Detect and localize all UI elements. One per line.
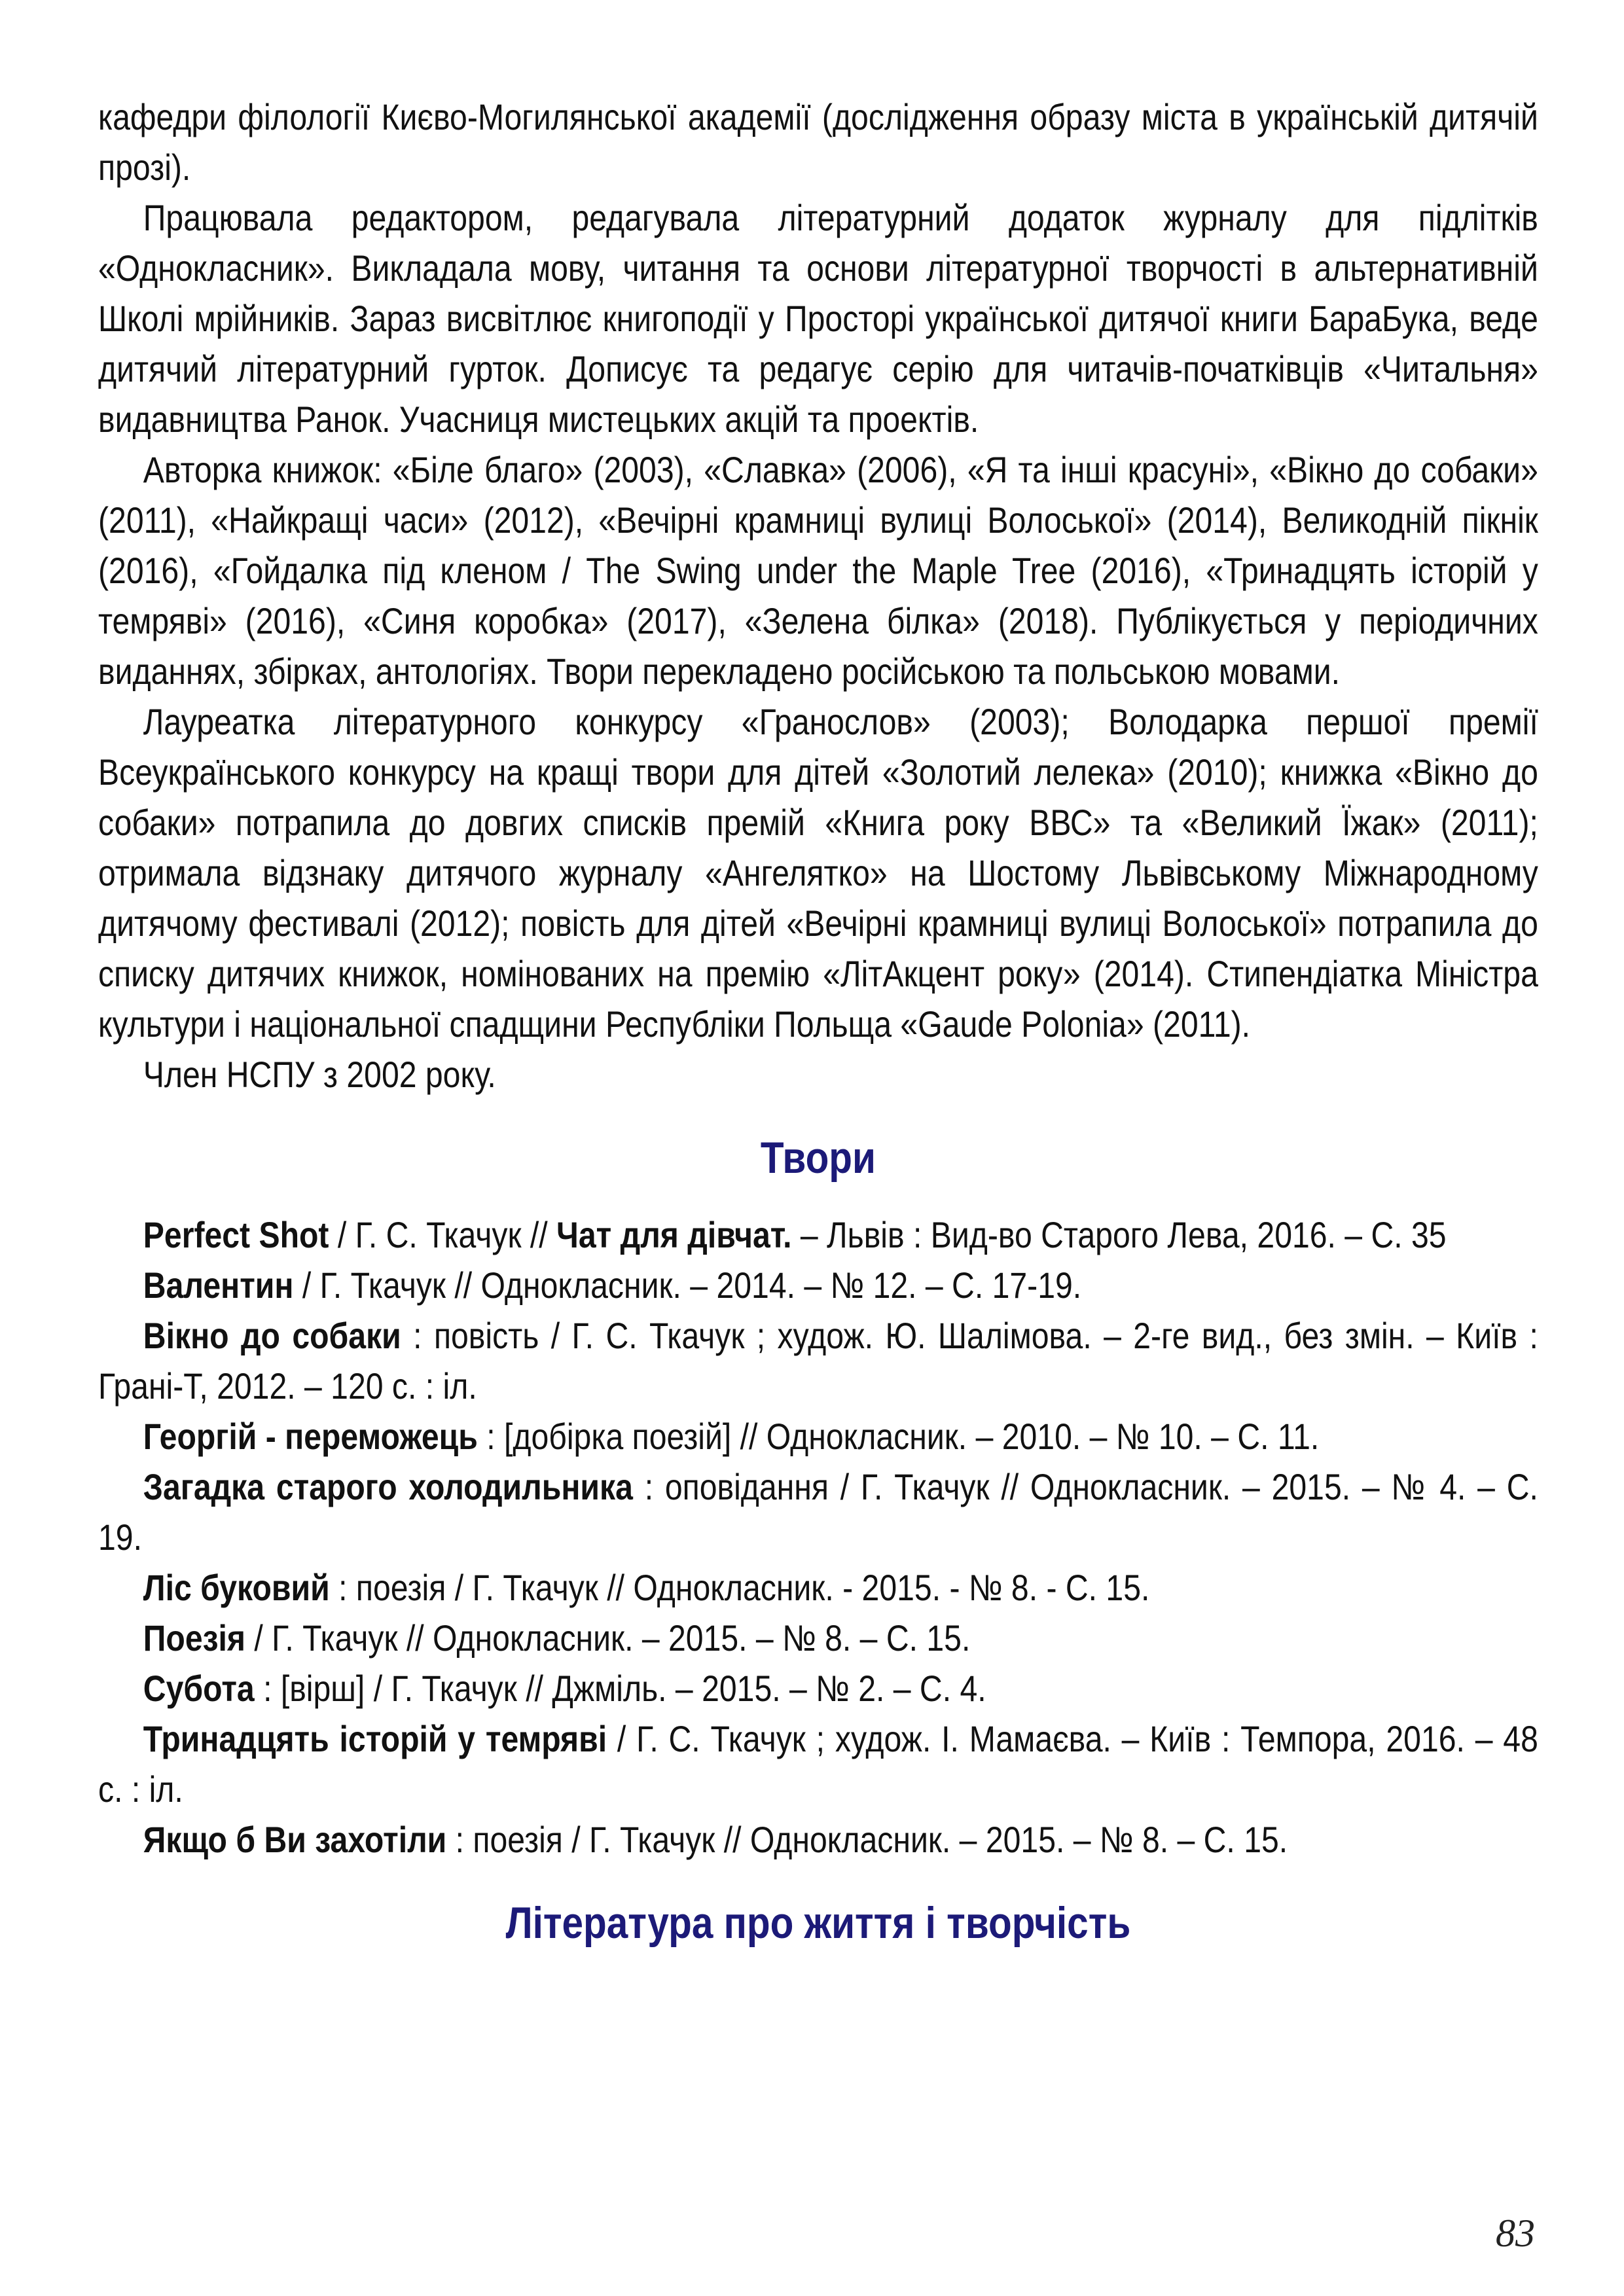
literature-heading: Література про життя і творчість bbox=[505, 1898, 1131, 1948]
work-details: : [добірка поезій] // Однокласник. – 2010. – № 10. – С. 11. bbox=[477, 1416, 1320, 1457]
work-entry bbox=[98, 1814, 1538, 1865]
work-entry bbox=[98, 1613, 1538, 1663]
work-title: Загадка старого холодильника bbox=[143, 1466, 633, 1507]
work-details: : [вірш] / Г. Ткачук // Джміль. – 2015. – № 2. – С. 4. bbox=[254, 1668, 986, 1709]
work-details: / Г. Ткачук // Однокласник. – 2015. – № 8. – С. 15. bbox=[245, 1617, 971, 1659]
work-title: Георгій - переможець bbox=[143, 1416, 478, 1457]
bio-paragraph-4: Лауреатка літературного конкурсу «Гранослов» (2003); Володарка першої премії Всеукраїнського конкурсу на кращі твори для дітей «Золотий лелека» (2010); книжка «Вікно до собаки» потрапила до довгих списків премій «Книга року ВВС» та «Великий Їжак» (2011); отримала відзнаку дитячого журналу «Ангелятко» на Шостому Львівському Міжнародному дитячому фестивалі (2012); повість для дітей «Вечірні крамниці вулиці Волоської» потрапила до списку дитячих книжок, номінованих на премію «ЛітАкцент року» (2014). Стипендіатка Міністра культури і національної спадщини Республіки Польща «Gaude Polonia» (2011). bbox=[98, 701, 1538, 1045]
work-entry bbox=[98, 1462, 1538, 1562]
work-details: / Г. С. Ткачук ; худож. І. Мамаєва. – Київ : Темпора, 2016. – 48 с. : іл. bbox=[98, 1718, 1538, 1810]
bio-paragraph-3: Авторка книжок: «Біле благо» (2003), «Славка» (2006), «Я та інші красуні», «Вікно до собаки» (2011), «Найкращі часи» (2012), «Вечірні крамниці вулиці Волоської» (2014), Великодній пікнік (2016), «Гойдалка під кленом / The Swing under the Maple Tree (2016), «Тринадцять історій у темряві» (2016), «Синя коробка» (2017), «Зелена білка» (2018). Публікується у періодичних виданнях, збірках, антологіях. Твори перекладено російською та польською мовами. bbox=[98, 449, 1538, 692]
work-title: Субота bbox=[143, 1668, 255, 1709]
work-title: Тринадцять історій у темряві bbox=[143, 1718, 607, 1759]
work-entry bbox=[98, 1663, 1538, 1713]
work-entry bbox=[98, 1210, 1538, 1260]
work-entry bbox=[98, 1310, 1538, 1411]
work-details: : повість / Г. С. Ткачук ; худож. Ю. Шалімова. – 2-ге вид., без змін. – Київ : Грані-Т, 2012. – 120 с. : іл. bbox=[98, 1315, 1538, 1407]
work-entry bbox=[98, 1260, 1538, 1310]
bio-paragraph-1: кафедри філології Києво-Могилянської академії (дослідження образу міста в українській дитячій прозі). bbox=[98, 96, 1538, 188]
work-entry bbox=[98, 1713, 1538, 1814]
work-title: Якщо б Ви захотіли bbox=[143, 1819, 447, 1860]
bio-paragraph-5: Член НСПУ з 2002 року. bbox=[143, 1054, 496, 1095]
work-details: : поезія / Г. Ткачук // Однокласник. – 2015. – № 8. – С. 15. bbox=[446, 1819, 1288, 1860]
work-entry bbox=[98, 1562, 1538, 1613]
work-title: Вікно до собаки bbox=[143, 1315, 401, 1356]
work-entry bbox=[98, 1411, 1538, 1462]
bio-paragraph-2: Працювала редактором, редагувала літературний додаток журналу для підлітків «Однокласник». Викладала мову, читання та основи літературної творчості в альтернативній Школі мрійників. Зараз висвітлює книгоподії у Просторі української дитячої книги БараБука, веде дитячий літературний гурток. Дописує та редагує серію для читачів-початківців «Читальня» видавництва Ранок. Учасниця мистецьких акцій та проектів. bbox=[98, 197, 1538, 440]
work-details: : поезія / Г. Ткачук // Однокласник. - 2015. - № 8. - С. 15. bbox=[329, 1567, 1150, 1608]
work-title: Ліс буковий bbox=[143, 1567, 330, 1608]
work-source-title: Чат для дівчат. bbox=[556, 1214, 792, 1255]
page-number: 83 bbox=[1496, 2212, 1535, 2255]
works-list bbox=[98, 1210, 1538, 1865]
work-title: Поезія bbox=[143, 1617, 246, 1659]
page-content bbox=[98, 92, 1538, 1952]
work-details: : оповідання / Г. Ткачук // Однокласник. – 2015. – № 4. – С. 19. bbox=[98, 1466, 1538, 1558]
work-details: / Г. Ткачук // Однокласник. – 2014. – № 12. – С. 17-19. bbox=[293, 1265, 1082, 1306]
work-title: Perfect Shot bbox=[143, 1214, 329, 1255]
work-title: Валентин bbox=[143, 1265, 294, 1306]
works-heading: Твори bbox=[760, 1133, 876, 1183]
work-details-cont: – Львів : Вид-во Старого Лева, 2016. – С. 35 bbox=[791, 1214, 1447, 1255]
work-details: / Г. С. Ткачук // bbox=[329, 1214, 557, 1255]
